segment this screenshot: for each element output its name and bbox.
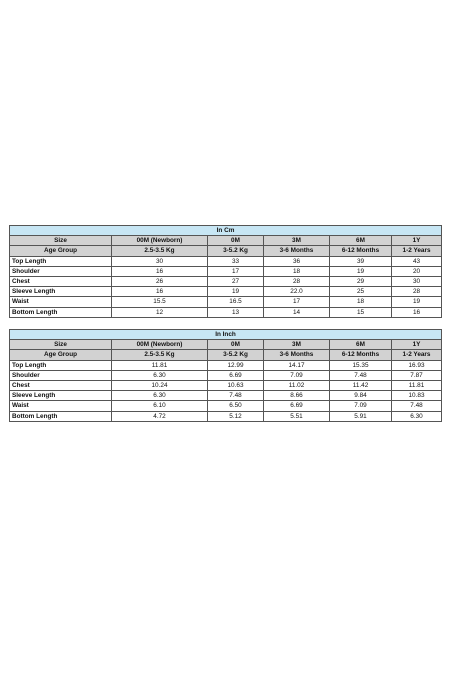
table-cell: 7.48 (330, 370, 392, 380)
table-row (10, 266, 442, 276)
table-cell: 6.50 (208, 401, 264, 411)
header-cell: 3-6 Months (264, 350, 330, 360)
header-cell: 6M (330, 340, 392, 350)
table-cell: 11.02 (264, 380, 330, 390)
table-cell: 19 (208, 287, 264, 297)
row-label: Bottom Length (10, 411, 112, 421)
size-chart-inch (9, 329, 442, 422)
table-cell: 16 (112, 287, 208, 297)
header-cell: 00M (Newborn) (112, 236, 208, 246)
header-cell: 6M (330, 236, 392, 246)
table-cell: 11.42 (330, 380, 392, 390)
table-cell: 30 (392, 276, 442, 286)
table-cell: 16 (392, 307, 442, 317)
table-title: In Cm (10, 226, 442, 236)
header-cell: 6-12 Months (330, 246, 392, 256)
header-cell: 0M (208, 236, 264, 246)
header-cell: 1Y (392, 236, 442, 246)
table-cell: 39 (330, 256, 392, 266)
table-cell: 28 (392, 287, 442, 297)
table-cell: 6.30 (112, 370, 208, 380)
table-cell: 6.30 (392, 411, 442, 421)
table-cell: 20 (392, 266, 442, 276)
row-label: Sleeve Length (10, 391, 112, 401)
table-cell: 10.63 (208, 380, 264, 390)
table-cell: 7.48 (392, 401, 442, 411)
header-cell: 3M (264, 340, 330, 350)
table-cell: 14 (264, 307, 330, 317)
table-cell: 6.30 (112, 391, 208, 401)
table-cell: 16.5 (208, 297, 264, 307)
size-header-row (10, 236, 442, 246)
row-label: Waist (10, 401, 112, 411)
table-cell: 16.93 (392, 360, 442, 370)
table-cell: 11.81 (112, 360, 208, 370)
row-label: Chest (10, 276, 112, 286)
table-cell: 30 (112, 256, 208, 266)
table-cell: 4.72 (112, 411, 208, 421)
table-cell: 18 (264, 266, 330, 276)
header-cell: Age Group (10, 350, 112, 360)
table-row (10, 370, 442, 380)
header-cell: 3M (264, 236, 330, 246)
table-cell: 6.10 (112, 401, 208, 411)
table-cell: 25 (330, 287, 392, 297)
table-row (10, 380, 442, 390)
row-label: Top Length (10, 360, 112, 370)
table-row (10, 360, 442, 370)
table-cell: 43 (392, 256, 442, 266)
header-cell: 3-6 Months (264, 246, 330, 256)
table-cell: 8.66 (264, 391, 330, 401)
table-row (10, 297, 442, 307)
table-cell: 12 (112, 307, 208, 317)
table-row (10, 307, 442, 317)
table-row (10, 276, 442, 286)
table-cell: 15 (330, 307, 392, 317)
table-cell: 14.17 (264, 360, 330, 370)
table-cell: 19 (392, 297, 442, 307)
table-cell: 11.81 (392, 380, 442, 390)
table-cell: 28 (264, 276, 330, 286)
header-cell: 1-2 Years (392, 350, 442, 360)
table-cell: 29 (330, 276, 392, 286)
table-row (10, 287, 442, 297)
row-label: Top Length (10, 256, 112, 266)
table-cell: 15.35 (330, 360, 392, 370)
size-header-row (10, 340, 442, 350)
table-cell: 10.83 (392, 391, 442, 401)
table-cell: 22.0 (264, 287, 330, 297)
header-cell: 3-5.2 Kg (208, 350, 264, 360)
table-cell: 5.12 (208, 411, 264, 421)
header-cell: Age Group (10, 246, 112, 256)
row-label: Sleeve Length (10, 287, 112, 297)
table-title: In Inch (10, 330, 442, 340)
table-cell: 27 (208, 276, 264, 286)
table-cell: 15.5 (112, 297, 208, 307)
table-row (10, 401, 442, 411)
header-cell: 2.5-3.5 Kg (112, 246, 208, 256)
table-cell: 18 (330, 297, 392, 307)
table-cell: 16 (112, 266, 208, 276)
row-label: Waist (10, 297, 112, 307)
table-cell: 17 (264, 297, 330, 307)
table-cell: 36 (264, 256, 330, 266)
table-cell: 5.91 (330, 411, 392, 421)
table-cell: 33 (208, 256, 264, 266)
header-cell: Size (10, 340, 112, 350)
age-header-row (10, 246, 442, 256)
table-cell: 5.51 (264, 411, 330, 421)
row-label: Shoulder (10, 370, 112, 380)
table-cell: 17 (208, 266, 264, 276)
row-label: Shoulder (10, 266, 112, 276)
table-row (10, 391, 442, 401)
table-cell: 7.87 (392, 370, 442, 380)
header-cell: 3-5.2 Kg (208, 246, 264, 256)
table-row (10, 256, 442, 266)
table-cell: 7.09 (264, 370, 330, 380)
table-cell: 6.69 (208, 370, 264, 380)
header-cell: 00M (Newborn) (112, 340, 208, 350)
header-cell: 1Y (392, 340, 442, 350)
table-cell: 19 (330, 266, 392, 276)
table-cell: 7.09 (330, 401, 392, 411)
row-label: Chest (10, 380, 112, 390)
header-cell: 1-2 Years (392, 246, 442, 256)
table-cell: 26 (112, 276, 208, 286)
table-cell: 10.24 (112, 380, 208, 390)
table-cell: 6.69 (264, 401, 330, 411)
header-cell: Size (10, 236, 112, 246)
header-cell: 2.5-3.5 Kg (112, 350, 208, 360)
header-cell: 0M (208, 340, 264, 350)
table-cell: 9.84 (330, 391, 392, 401)
table-row (10, 411, 442, 421)
table-cell: 13 (208, 307, 264, 317)
size-chart-cm (9, 225, 442, 318)
row-label: Bottom Length (10, 307, 112, 317)
table-cell: 7.48 (208, 391, 264, 401)
table-cell: 12.99 (208, 360, 264, 370)
age-header-row (10, 350, 442, 360)
header-cell: 6-12 Months (330, 350, 392, 360)
